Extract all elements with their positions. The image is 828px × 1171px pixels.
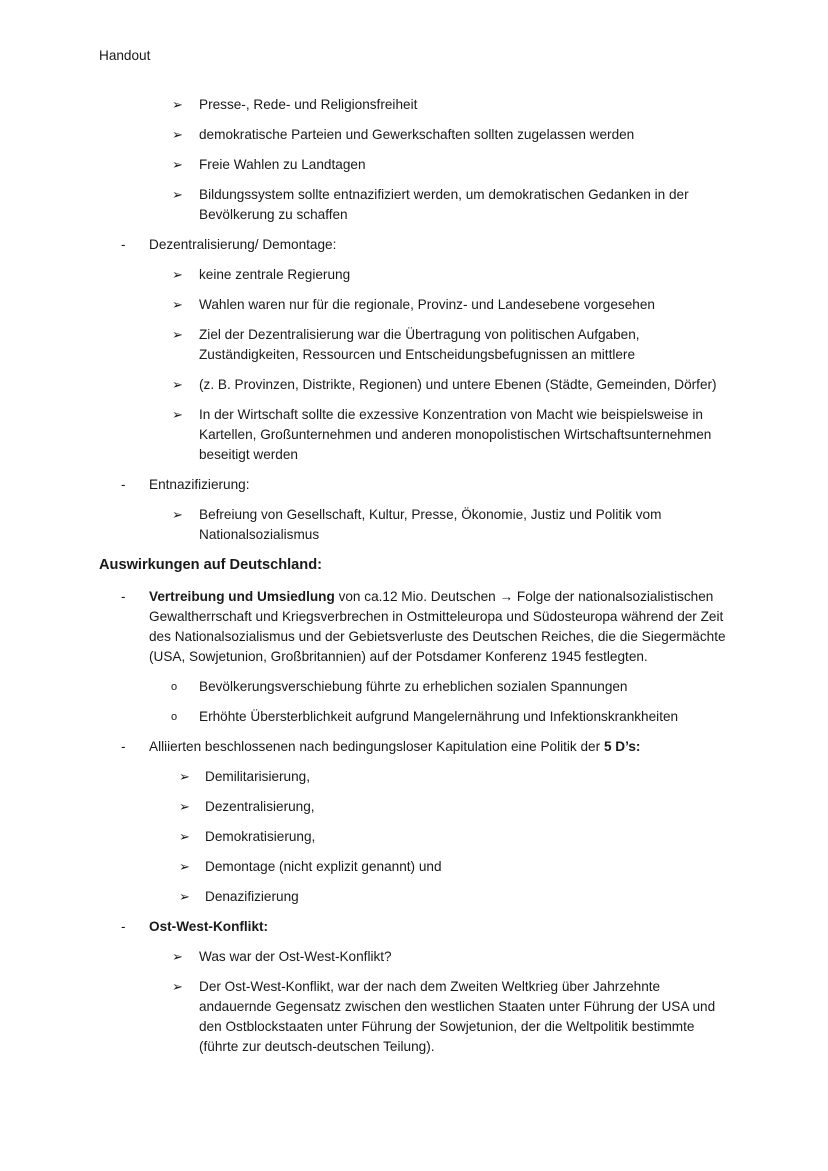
list-item: ➢ keine zentrale Regierung	[0, 265, 828, 285]
ostwest-heading: - Ost-West-Konflikt:	[0, 917, 828, 937]
list-item: ➢ Freie Wahlen zu Landtagen	[0, 155, 828, 175]
list-item: ➢ demokratische Parteien und Gewerkschaften sollten zugelassen werden	[0, 125, 828, 145]
document-body	[0, 95, 828, 1067]
arrow-bullet-icon: ➢	[172, 97, 183, 112]
five-ds-bold: 5 D’s:	[603, 739, 641, 754]
list-item: ➢ Der Ost-West-Konflikt, war der nach dem Zweiten Weltkrieg über Jahrzehnte andauernde Gegensatz zwischen den westlichen Staaten unter Führung der USA und den Ostblockstaaten unter Führung der Sowjetunion, der die Weltpolitik bestimmte (führte zur deutsch-deutschen Teilung).	[172, 979, 716, 1054]
list-item: ➢ In der Wirtschaft sollte die exzessive Konzentration von Macht wie beispielsweise in Kartellen, Großunternehmen und anderen monopolistischen Wirtschaftsunternehmen beseitigt werden	[172, 407, 712, 462]
section-heading: Auswirkungen auf Deutschland:	[99, 557, 322, 573]
arrow-bullet-icon: ➢	[172, 507, 183, 522]
list-item: ➢ Bildungssystem sollte entnazifiziert werden, um demokratischen Gedanken in der Bevölkerung zu schaffen	[172, 187, 689, 222]
dash-bullet-icon: -	[121, 589, 126, 604]
list-item: ➢ Ziel der Dezentralisierung war die Übertragung von politischen Aufgaben, Zuständigkeiten, Ressourcen und Entscheidungsbefugnissen an mittlere	[172, 327, 640, 362]
page-header: Handout	[99, 48, 151, 63]
arrow-bullet-icon: ➢	[172, 377, 183, 392]
arrow-bullet-icon: ➢	[179, 829, 190, 844]
list-item: ➢ Dezentralisierung,	[0, 797, 828, 817]
circle-bullet-icon: o	[171, 681, 178, 693]
list-item: o Bevölkerungsverschiebung führte zu erheblichen sozialen Spannungen	[0, 677, 828, 697]
vertreibung-bold: Vertreibung und Umsiedlung	[149, 589, 335, 604]
list-item: ➢ Demokratisierung,	[0, 827, 828, 847]
arrow-bullet-icon: ➢	[172, 979, 183, 994]
arrow-bullet-icon: ➢	[172, 949, 183, 964]
entnazifizierung-heading: - Entnazifizierung:	[0, 475, 828, 495]
list-item: ➢ (z. B. Provinzen, Distrikte, Regionen) und untere Ebenen (Städte, Gemeinden, Dörfer)	[0, 375, 828, 395]
arrow-bullet-icon: ➢	[172, 267, 183, 282]
list-item: ➢ Demontage (nicht explizit genannt) und	[0, 857, 828, 877]
dash-bullet-icon: -	[121, 237, 126, 252]
list-item: ➢ Denazifizierung	[0, 887, 828, 907]
arrow-bullet-icon: ➢	[179, 859, 190, 874]
list-item: ➢ Wahlen waren nur für die regionale, Provinz- und Landesebene vorgesehen	[0, 295, 828, 315]
circle-bullet-icon: o	[171, 711, 178, 723]
arrow-bullet-icon: ➢	[179, 769, 190, 784]
arrow-bullet-icon: ➢	[179, 799, 190, 814]
arrow-bullet-icon: ➢	[172, 407, 183, 422]
list-item: ➢ Befreiung von Gesellschaft, Kultur, Presse, Ökonomie, Justiz und Politik vom Nationalsozialismus	[172, 507, 662, 542]
list-item: ➢ Demilitarisierung,	[0, 767, 828, 787]
arrow-bullet-icon: ➢	[179, 889, 190, 904]
arrow-bullet-icon: ➢	[172, 157, 183, 172]
arrow-bullet-icon: ➢	[172, 187, 183, 202]
vertreibung-paragraph: - Vertreibung und Umsiedlung von ca.12 Mio. Deutschen → Folge der nationalsozialistischen Gewaltherrschaft und Kriegsverbrechen in Ostmitteleuropa und Südosteuropa während der Zeit des Nationalsozialismus und der Gebietsverluste des Deutschen Reiches, die die Siegermächte (USA, Sowjetunion, Großbritannien) auf der Potsdamer Konferenz 1945 festlegten.	[121, 589, 726, 664]
list-item: o Erhöhte Übersterblichkeit aufgrund Mangelernährung und Infektionskrankheiten	[0, 707, 828, 727]
list-item: ➢ Was war der Ost-West-Konflikt?	[0, 947, 828, 967]
dezentralisierung-heading: - Dezentralisierung/ Demontage:	[0, 235, 828, 255]
list-item: ➢ Presse-, Rede- und Religionsfreiheit	[0, 95, 828, 115]
alliierte-paragraph: - Alliierten beschlossenen nach bedingungsloser Kapitulation eine Politik der 5 D’s:	[0, 737, 828, 757]
dash-bullet-icon: -	[121, 919, 126, 934]
arrow-bullet-icon: ➢	[172, 297, 183, 312]
arrow-bullet-icon: ➢	[172, 327, 183, 342]
arrow-bullet-icon: ➢	[172, 127, 183, 142]
dash-bullet-icon: -	[121, 477, 126, 492]
dash-bullet-icon: -	[121, 739, 126, 754]
